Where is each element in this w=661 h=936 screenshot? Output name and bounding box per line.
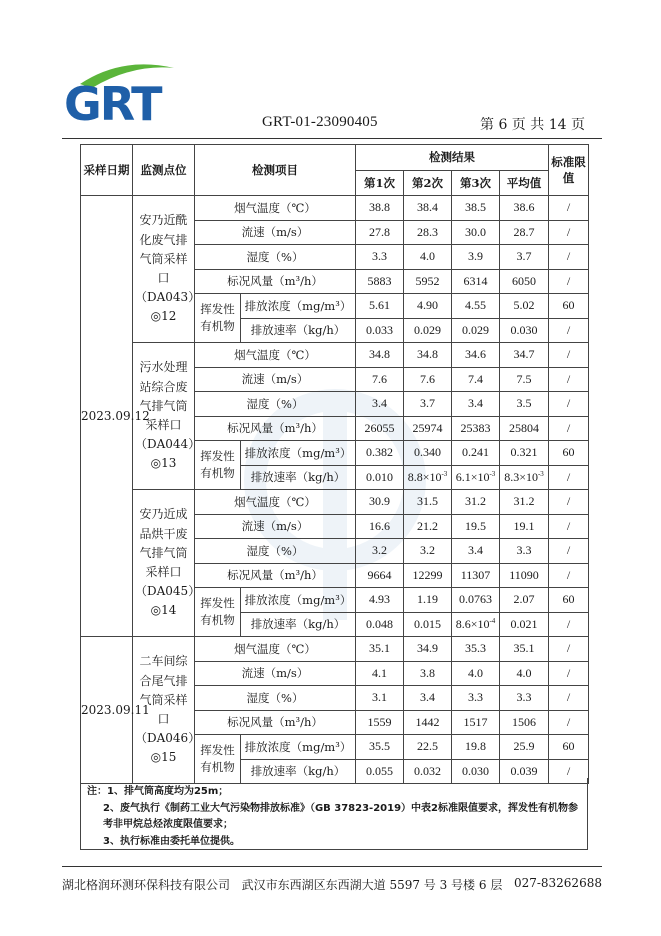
limit-cell: / bbox=[549, 392, 589, 417]
value-cell: 16.6 bbox=[356, 514, 404, 539]
value-cell: 3.4 bbox=[356, 392, 404, 417]
value-cell bbox=[404, 465, 452, 490]
value-cell: 0.321 bbox=[500, 441, 549, 466]
value-exponent: -3 bbox=[441, 469, 448, 478]
item-cell: 流速（m/s） bbox=[195, 514, 356, 539]
limit-cell: / bbox=[549, 245, 589, 270]
value-cell: 5883 bbox=[356, 269, 404, 294]
note-1: 注：1、排气筒高度均为25m； bbox=[87, 786, 229, 797]
item-cell: 流速（m/s） bbox=[195, 220, 356, 245]
item-cell: 排放浓度（mg/m³） bbox=[241, 441, 356, 466]
value-exponent: -4 bbox=[489, 616, 496, 625]
value-cell: 19.8 bbox=[452, 735, 500, 760]
value-cell: 3.3 bbox=[356, 245, 404, 270]
table-row bbox=[81, 196, 589, 221]
value-cell: 1517 bbox=[452, 710, 500, 735]
value-cell: 19.5 bbox=[452, 514, 500, 539]
value-cell: 35.1 bbox=[356, 637, 404, 662]
note-2: 2、废气执行《制药工业大气污染物排放标准》（GB 37823-2019）中表2标准限值要求，挥发性有机物参考非甲烷总烃浓度限值要求； bbox=[103, 802, 578, 830]
item-cell: 排放速率（kg/h） bbox=[241, 318, 356, 343]
value-cell: 35.1 bbox=[500, 637, 549, 662]
value-cell: 7.4 bbox=[452, 367, 500, 392]
header-results: 检测结果 bbox=[356, 145, 549, 171]
value-cell: 3.4 bbox=[452, 539, 500, 564]
monitoring-point: 污水处理站综合废气排气筒采样口（DA044）◎13 bbox=[133, 343, 195, 490]
voc-label: 挥发性有机物 bbox=[195, 588, 241, 637]
limit-cell: 60 bbox=[549, 294, 589, 319]
header-limit: 标准限值 bbox=[549, 145, 589, 196]
value-cell: 4.90 bbox=[404, 294, 452, 319]
monitoring-point: 安乃近酰化废气排气筒采样口（DA043）◎12 bbox=[133, 196, 195, 343]
value-cell: 6314 bbox=[452, 269, 500, 294]
value-cell: 3.7 bbox=[500, 245, 549, 270]
item-cell: 烟气温度（℃） bbox=[195, 490, 356, 515]
footer-divider bbox=[62, 866, 602, 867]
value-cell: 0.010 bbox=[356, 465, 404, 490]
value-cell: 0.340 bbox=[404, 441, 452, 466]
value-cell: 3.8 bbox=[404, 661, 452, 686]
limit-cell: / bbox=[549, 220, 589, 245]
table-row bbox=[81, 343, 589, 368]
limit-cell: / bbox=[549, 514, 589, 539]
header-divider bbox=[62, 138, 602, 139]
value-cell: 1442 bbox=[404, 710, 452, 735]
logo-text: GRT bbox=[64, 77, 161, 130]
value-cell: 4.55 bbox=[452, 294, 500, 319]
value-cell: 28.3 bbox=[404, 220, 452, 245]
limit-cell: / bbox=[549, 710, 589, 735]
limit-cell: / bbox=[549, 490, 589, 515]
header-run1: 第1次 bbox=[356, 171, 404, 196]
item-cell: 流速（m/s） bbox=[195, 367, 356, 392]
header-date: 采样日期 bbox=[81, 145, 133, 196]
header-avg: 平均值 bbox=[500, 171, 549, 196]
value-base: 8.8×10 bbox=[407, 469, 442, 484]
header-run3: 第3次 bbox=[452, 171, 500, 196]
value-cell: 4.0 bbox=[452, 661, 500, 686]
limit-cell: / bbox=[549, 661, 589, 686]
item-cell: 湿度（%） bbox=[195, 245, 356, 270]
value-cell: 1506 bbox=[500, 710, 549, 735]
value-cell: 3.7 bbox=[404, 392, 452, 417]
value-cell: 3.9 bbox=[452, 245, 500, 270]
value-cell: 0.055 bbox=[356, 759, 404, 784]
limit-cell: / bbox=[549, 318, 589, 343]
limit-cell: / bbox=[549, 416, 589, 441]
value-cell: 34.8 bbox=[356, 343, 404, 368]
value-base: 8.6×10 bbox=[455, 616, 490, 631]
value-cell: 0.241 bbox=[452, 441, 500, 466]
value-cell: 5.02 bbox=[500, 294, 549, 319]
value-cell: 0.0763 bbox=[452, 588, 500, 613]
value-cell: 34.9 bbox=[404, 637, 452, 662]
value-cell: 0.382 bbox=[356, 441, 404, 466]
value-cell: 30.0 bbox=[452, 220, 500, 245]
limit-cell: / bbox=[549, 686, 589, 711]
value-cell: 38.5 bbox=[452, 196, 500, 221]
value-cell: 7.5 bbox=[500, 367, 549, 392]
value-cell: 11090 bbox=[500, 563, 549, 588]
value-cell: 38.8 bbox=[356, 196, 404, 221]
limit-cell: 60 bbox=[549, 735, 589, 760]
value-cell: 4.1 bbox=[356, 661, 404, 686]
value-cell: 7.6 bbox=[404, 367, 452, 392]
value-cell: 34.7 bbox=[500, 343, 549, 368]
item-cell: 排放浓度（mg/m³） bbox=[241, 294, 356, 319]
value-cell: 0.021 bbox=[500, 612, 549, 637]
value-cell: 3.2 bbox=[356, 539, 404, 564]
value-cell: 4.93 bbox=[356, 588, 404, 613]
value-exponent: -3 bbox=[489, 469, 496, 478]
value-cell: 0.029 bbox=[452, 318, 500, 343]
sample-date: 2023.09.12 bbox=[81, 196, 133, 637]
results-table bbox=[80, 144, 589, 784]
value-cell: 0.030 bbox=[500, 318, 549, 343]
value-cell bbox=[500, 465, 549, 490]
limit-cell: / bbox=[549, 196, 589, 221]
value-exponent: -3 bbox=[537, 469, 544, 478]
limit-cell: 60 bbox=[549, 441, 589, 466]
limit-cell: / bbox=[549, 539, 589, 564]
item-cell: 流速（m/s） bbox=[195, 661, 356, 686]
value-cell: 3.5 bbox=[500, 392, 549, 417]
voc-label: 挥发性有机物 bbox=[195, 294, 241, 343]
value-cell: 11307 bbox=[452, 563, 500, 588]
value-cell: 38.4 bbox=[404, 196, 452, 221]
value-cell: 1.19 bbox=[404, 588, 452, 613]
page-footer bbox=[62, 876, 602, 893]
value-cell: 4.0 bbox=[404, 245, 452, 270]
limit-cell: / bbox=[549, 637, 589, 662]
sample-date: 2023.09.11 bbox=[81, 637, 133, 784]
value-cell: 19.1 bbox=[500, 514, 549, 539]
value-cell: 3.3 bbox=[500, 686, 549, 711]
item-cell: 排放浓度（mg/m³） bbox=[241, 735, 356, 760]
value-cell: 31.2 bbox=[500, 490, 549, 515]
item-cell: 排放浓度（mg/m³） bbox=[241, 588, 356, 613]
value-cell: 34.6 bbox=[452, 343, 500, 368]
monitoring-point: 二车间综合尾气排气筒采样口（DA046）◎15 bbox=[133, 637, 195, 784]
limit-cell: / bbox=[549, 612, 589, 637]
value-cell: 34.8 bbox=[404, 343, 452, 368]
value-cell: 0.029 bbox=[404, 318, 452, 343]
value-cell: 28.7 bbox=[500, 220, 549, 245]
value-cell: 25974 bbox=[404, 416, 452, 441]
item-cell: 排放速率（kg/h） bbox=[241, 612, 356, 637]
limit-cell: / bbox=[549, 563, 589, 588]
item-cell: 湿度（%） bbox=[195, 686, 356, 711]
value-cell: 0.032 bbox=[404, 759, 452, 784]
value-cell: 3.4 bbox=[452, 392, 500, 417]
value-cell: 27.8 bbox=[356, 220, 404, 245]
value-cell: 25383 bbox=[452, 416, 500, 441]
item-cell: 排放速率（kg/h） bbox=[241, 759, 356, 784]
value-cell: 35.5 bbox=[356, 735, 404, 760]
document-code: GRT-01-23090405 bbox=[262, 114, 378, 130]
value-cell: 35.3 bbox=[452, 637, 500, 662]
item-cell: 湿度（%） bbox=[195, 539, 356, 564]
value-cell: 25.9 bbox=[500, 735, 549, 760]
value-cell: 0.030 bbox=[452, 759, 500, 784]
item-cell: 标况风量（m³/h） bbox=[195, 563, 356, 588]
note-3: 3、执行标准由委托单位提供。 bbox=[103, 835, 240, 847]
item-cell: 烟气温度（℃） bbox=[195, 196, 356, 221]
voc-label: 挥发性有机物 bbox=[195, 735, 241, 784]
value-cell bbox=[452, 465, 500, 490]
value-cell: 31.5 bbox=[404, 490, 452, 515]
value-cell: 3.1 bbox=[356, 686, 404, 711]
item-cell: 标况风量（m³/h） bbox=[195, 416, 356, 441]
value-cell: 5.61 bbox=[356, 294, 404, 319]
monitoring-point: 安乃近成品烘干废气排气筒采样口（DA045）◎14 bbox=[133, 490, 195, 637]
value-cell: 4.0 bbox=[500, 661, 549, 686]
limit-cell: / bbox=[549, 367, 589, 392]
value-cell: 30.9 bbox=[356, 490, 404, 515]
value-cell: 5952 bbox=[404, 269, 452, 294]
value-cell: 21.2 bbox=[404, 514, 452, 539]
item-cell: 标况风量（m³/h） bbox=[195, 710, 356, 735]
item-cell: 烟气温度（℃） bbox=[195, 343, 356, 368]
value-base: 8.3×10 bbox=[504, 469, 538, 484]
footer-address: 武汉市东西湖区东西湖大道 5597 号 3 号楼 6 层 bbox=[241, 878, 503, 892]
item-cell: 烟气温度（℃） bbox=[195, 637, 356, 662]
value-cell: 0.048 bbox=[356, 612, 404, 637]
voc-label: 挥发性有机物 bbox=[195, 441, 241, 490]
header-item: 检测项目 bbox=[195, 145, 356, 196]
value-cell: 25804 bbox=[500, 416, 549, 441]
limit-cell: 60 bbox=[549, 588, 589, 613]
value-cell: 26055 bbox=[356, 416, 404, 441]
limit-cell: / bbox=[549, 269, 589, 294]
footer-phone: 027-83262688 bbox=[513, 876, 602, 890]
company-logo bbox=[62, 54, 192, 130]
header-run2: 第2次 bbox=[404, 171, 452, 196]
value-cell: 3.3 bbox=[500, 539, 549, 564]
value-cell: 12299 bbox=[404, 563, 452, 588]
value-cell: 3.4 bbox=[404, 686, 452, 711]
value-cell: 31.2 bbox=[452, 490, 500, 515]
value-cell: 38.6 bbox=[500, 196, 549, 221]
table-notes bbox=[80, 778, 588, 850]
value-cell: 7.6 bbox=[356, 367, 404, 392]
value-cell: 0.033 bbox=[356, 318, 404, 343]
footer-company: 湖北格润环测环保科技有限公司 bbox=[62, 878, 231, 892]
limit-cell: / bbox=[549, 465, 589, 490]
item-cell: 湿度（%） bbox=[195, 392, 356, 417]
page-info: 第 6 页 共 14 页 bbox=[480, 117, 585, 133]
table-row bbox=[81, 490, 589, 515]
value-base: 6.1×10 bbox=[455, 469, 490, 484]
value-cell: 1559 bbox=[356, 710, 404, 735]
value-cell: 0.039 bbox=[500, 759, 549, 784]
value-cell: 3.3 bbox=[452, 686, 500, 711]
value-cell: 9664 bbox=[356, 563, 404, 588]
item-cell: 排放速率（kg/h） bbox=[241, 465, 356, 490]
value-cell: 0.015 bbox=[404, 612, 452, 637]
limit-cell: / bbox=[549, 343, 589, 368]
item-cell: 标况风量（m³/h） bbox=[195, 269, 356, 294]
header-point: 监测点位 bbox=[133, 145, 195, 196]
value-cell: 3.2 bbox=[404, 539, 452, 564]
limit-cell: / bbox=[549, 759, 589, 784]
value-cell: 22.5 bbox=[404, 735, 452, 760]
value-cell: 6050 bbox=[500, 269, 549, 294]
value-cell: 2.07 bbox=[500, 588, 549, 613]
value-cell bbox=[452, 612, 500, 637]
table-row bbox=[81, 637, 589, 662]
